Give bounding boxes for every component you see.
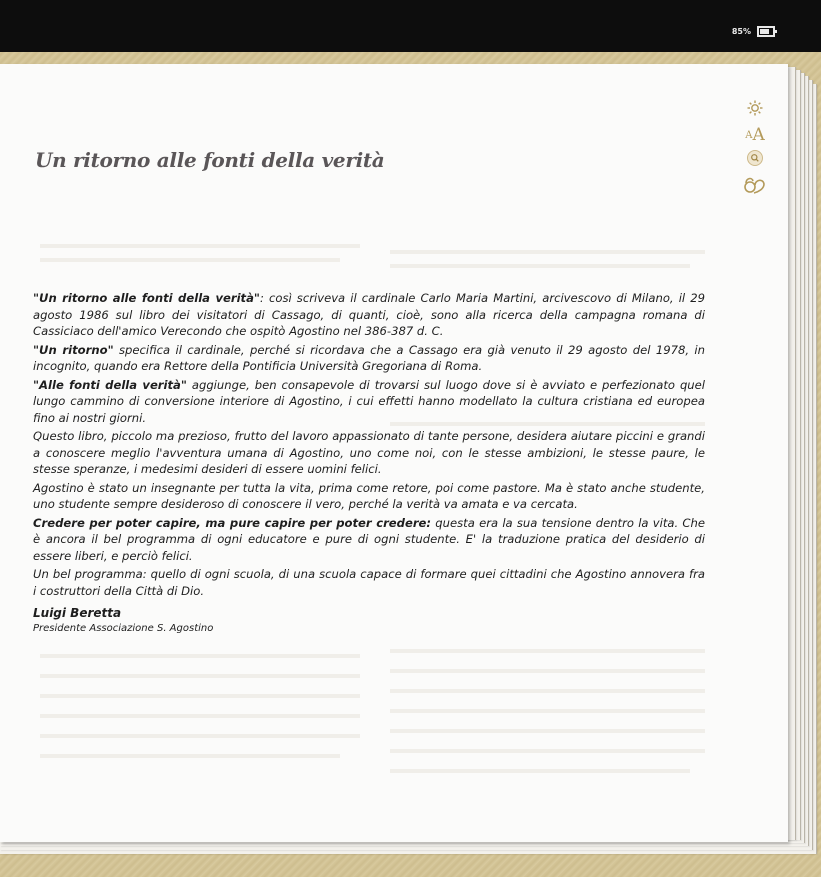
settings-button[interactable] bbox=[740, 98, 770, 118]
font-size-small-label: A bbox=[745, 129, 753, 141]
page-title: Un ritorno alle fonti della verità bbox=[35, 148, 385, 172]
paragraph-text: specifica il cardinale, perché si ricordava che a Cassago era già venuto il 29 agosto del 1978, in incognito, quando era Rettore della Pontificia Università Gregoriana di Roma. bbox=[33, 342, 705, 373]
signature-name: Luigi Beretta bbox=[33, 606, 122, 620]
paragraph bbox=[33, 566, 705, 599]
bleed-through bbox=[390, 250, 705, 254]
paragraph bbox=[33, 428, 705, 478]
bleed-through bbox=[40, 258, 340, 262]
bookmark-icon bbox=[742, 175, 768, 195]
paragraph-lead: "Alle fonti della verità" bbox=[33, 377, 187, 392]
paragraph bbox=[33, 377, 705, 427]
battery-icon bbox=[757, 26, 775, 37]
bleed-through bbox=[390, 669, 705, 673]
bleed-through bbox=[390, 769, 690, 773]
bleed-through bbox=[40, 754, 340, 758]
paragraph-lead: "Un ritorno alle fonti della verità" bbox=[33, 291, 260, 305]
paragraph bbox=[33, 480, 705, 513]
bleed-through bbox=[390, 709, 705, 713]
bleed-through bbox=[40, 734, 360, 738]
paragraph bbox=[33, 342, 705, 375]
bleed-through bbox=[40, 654, 360, 658]
search-button[interactable] bbox=[740, 148, 770, 168]
bleed-through bbox=[40, 714, 360, 718]
battery-percent: 85% bbox=[731, 27, 751, 36]
paragraph-text: Agostino è stato un insegnante per tutta la vita, prima come retore, poi come pastore. Ma è stato anche studente, uno studente sempre desideroso di conoscere il vero, perché la verità va amata e va cercata. bbox=[33, 480, 705, 511]
paragraph-lead: "Un ritorno" bbox=[33, 342, 114, 357]
paragraph-text: aggiunge, ben consapevole di trovarsi sul luogo dove si è avviato e perfezionato quel lungo cammino di conversione interiore di Agostino, i cui effetti hanno modellato la cultura cristiana ed europea fino ai nostri giorni. bbox=[33, 377, 706, 425]
bleed-through bbox=[390, 729, 705, 733]
signature-role: Presidente Associazione S. Agostino bbox=[33, 622, 214, 634]
bleed-through bbox=[390, 649, 705, 653]
bleed-through bbox=[390, 264, 690, 268]
bleed-through bbox=[390, 689, 705, 693]
gear-icon bbox=[746, 99, 764, 117]
font-size-big-label: A bbox=[752, 125, 765, 145]
paragraph bbox=[33, 515, 705, 565]
search-icon bbox=[746, 149, 764, 167]
bleed-through bbox=[40, 244, 360, 248]
bleed-through bbox=[40, 674, 360, 678]
bookmark-button[interactable] bbox=[740, 174, 770, 196]
paragraph bbox=[33, 290, 705, 340]
paragraph-text: Un bel programma: quello di ogni scuola, di una scuola capace di formare quei cittadini che Agostino annovera fra i costruttori della Città di Dio. bbox=[33, 567, 705, 598]
bleed-through bbox=[40, 694, 360, 698]
paragraph-text: Questo libro, piccolo ma prezioso, frutto del lavoro appassionato di tante persone, desidera aiutare piccini e grandi a conoscere meglio l'avventura umana di Agostino, uno come noi, con le stesse ambizioni, le stesse paure, le stesse speranze, i medesimi desideri di essere uomini felici. bbox=[33, 429, 705, 476]
paragraph-lead: Credere per poter capire, ma pure capire per poter credere: bbox=[33, 515, 432, 530]
paragraph-text: : così scriveva il cardinale Carlo Maria Martini, arcivescovo di Milano, il 29 agosto 1986 sul libro dei visitatori di Cassago, di quanti, cioè, sono alla ricerca della campagna romana di Cassiciaco dell'amico Verecondo che ospitò Agostino nel 386-387 d. C. bbox=[33, 291, 705, 338]
book-page[interactable] bbox=[0, 64, 788, 842]
page-body bbox=[33, 290, 705, 635]
font-size-button[interactable] bbox=[740, 124, 770, 146]
paragraph-text: questa era la sua tensione dentro la vita. Che è ancora il bel programma di ogni educatore e pure di ogni studente. E' la traduzione pratica del desiderio di essere liberi, e perciò felici. bbox=[33, 515, 705, 563]
bleed-through bbox=[390, 749, 705, 753]
status-bar bbox=[0, 0, 821, 52]
